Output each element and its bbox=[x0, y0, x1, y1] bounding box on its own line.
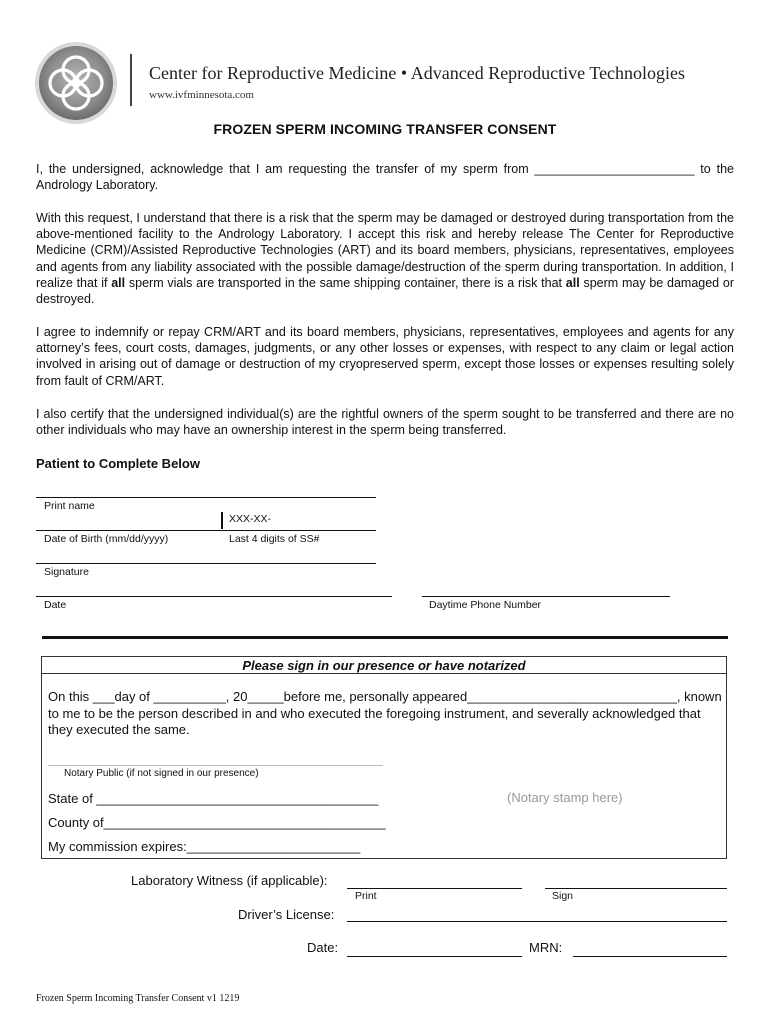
commission-field[interactable]: My commission expires:________________________ bbox=[48, 839, 361, 854]
phone-line[interactable] bbox=[422, 596, 670, 597]
notary-heading-rule bbox=[41, 673, 727, 674]
lab-date-label: Date: bbox=[307, 940, 339, 955]
ss-divider bbox=[221, 512, 223, 529]
request-paragraph: I, the undersigned, acknowledge that I am requesting the transfer of my sperm from _______________________ to the Andrology Laboratory. bbox=[36, 162, 734, 193]
witness-sign-line[interactable] bbox=[545, 888, 727, 889]
county-field[interactable]: County of_______________________________________ bbox=[48, 815, 386, 830]
risk-paragraph: With this request, I understand that there is a risk that the sperm may be damaged or destroyed during transportation from the above-mentioned facility to the Andrology Laboratory. I accept this risk and hereby release The Center for Reproductive Medicine (CRM)/Assisted Reproductive Technologies (ART) and its board members, physicians, representatives, employees and agents from any liability associated with the possible damage/destruction of the sperm during transportation. In addition, I realize that if all sperm vials are transported in the same shipping container, there is a risk that all sperm may be damaged or destroyed. bbox=[36, 211, 735, 307]
witness-print-label: Print bbox=[355, 890, 377, 902]
organization-name: Center for Reproductive Medicine • Advanced Reproductive Technologies bbox=[149, 63, 686, 83]
notary-heading: Please sign in our presence or have notarized bbox=[242, 658, 526, 673]
ownership-paragraph: I also certify that the undersigned individual(s) are the rightful owners of the sperm sought to be transferred and there are no other individuals who may have an ownership interest in the sperm being transferred. bbox=[36, 407, 734, 438]
notary-public-label: Notary Public (if not signed in our presence) bbox=[64, 768, 259, 779]
print-name-line[interactable] bbox=[36, 497, 376, 498]
header-divider bbox=[130, 54, 132, 106]
date-label: Date bbox=[44, 599, 67, 611]
ss-prefix: XXX-XX- bbox=[229, 513, 272, 525]
document-title: FROZEN SPERM INCOMING TRANSFER CONSENT bbox=[213, 121, 557, 137]
organization-url: www.ivfminnesota.com bbox=[149, 89, 254, 101]
phone-label: Daytime Phone Number bbox=[429, 599, 542, 611]
signature-line[interactable] bbox=[36, 563, 376, 564]
document-footer: Frozen Sperm Incoming Transfer Consent v1 1219 bbox=[36, 993, 240, 1004]
witness-print-line[interactable] bbox=[347, 888, 522, 889]
notary-stamp-placeholder: (Notary stamp here) bbox=[507, 790, 623, 805]
signature-label: Signature bbox=[44, 566, 89, 578]
dob-ss-line[interactable] bbox=[36, 530, 376, 531]
organization-logo bbox=[33, 40, 119, 126]
drivers-license-label: Driver’s License: bbox=[238, 907, 335, 922]
notary-public-line[interactable] bbox=[48, 765, 383, 766]
lab-date-line[interactable] bbox=[347, 956, 522, 957]
notary-statement: On this ___day of __________, 20_____before me, personally appeared_____________________________, known to me to be the person described in and who executed the foregoing instrument, and severally acknowledged that they executed the same. bbox=[48, 689, 722, 737]
patient-section-heading: Patient to Complete Below bbox=[36, 456, 200, 471]
section-divider bbox=[42, 636, 728, 639]
witness-sign-label: Sign bbox=[552, 890, 574, 902]
dob-label: Date of Birth (mm/dd/yyyy) bbox=[44, 533, 169, 545]
state-field[interactable]: State of _______________________________________ bbox=[48, 791, 379, 806]
drivers-license-line[interactable] bbox=[347, 921, 727, 922]
ss-label: Last 4 digits of SS# bbox=[229, 533, 320, 545]
indemnify-paragraph: I agree to indemnify or repay CRM/ART and its board members, physicians, representatives, employees and agents for any attorney’s fees, court costs, damages, judgments, or any other losses or expenses, with respect to any claim or legal action involved in arising out of damage or destruction of my cryopreserved sperm, except those losses or expenses resulting solely from fault of CRM/ART. bbox=[36, 325, 734, 388]
mrn-line[interactable] bbox=[573, 956, 727, 957]
date-line[interactable] bbox=[36, 596, 392, 597]
print-name-label: Print name bbox=[44, 500, 95, 512]
mrn-label: MRN: bbox=[529, 940, 563, 955]
lab-witness-label: Laboratory Witness (if applicable): bbox=[131, 873, 328, 888]
